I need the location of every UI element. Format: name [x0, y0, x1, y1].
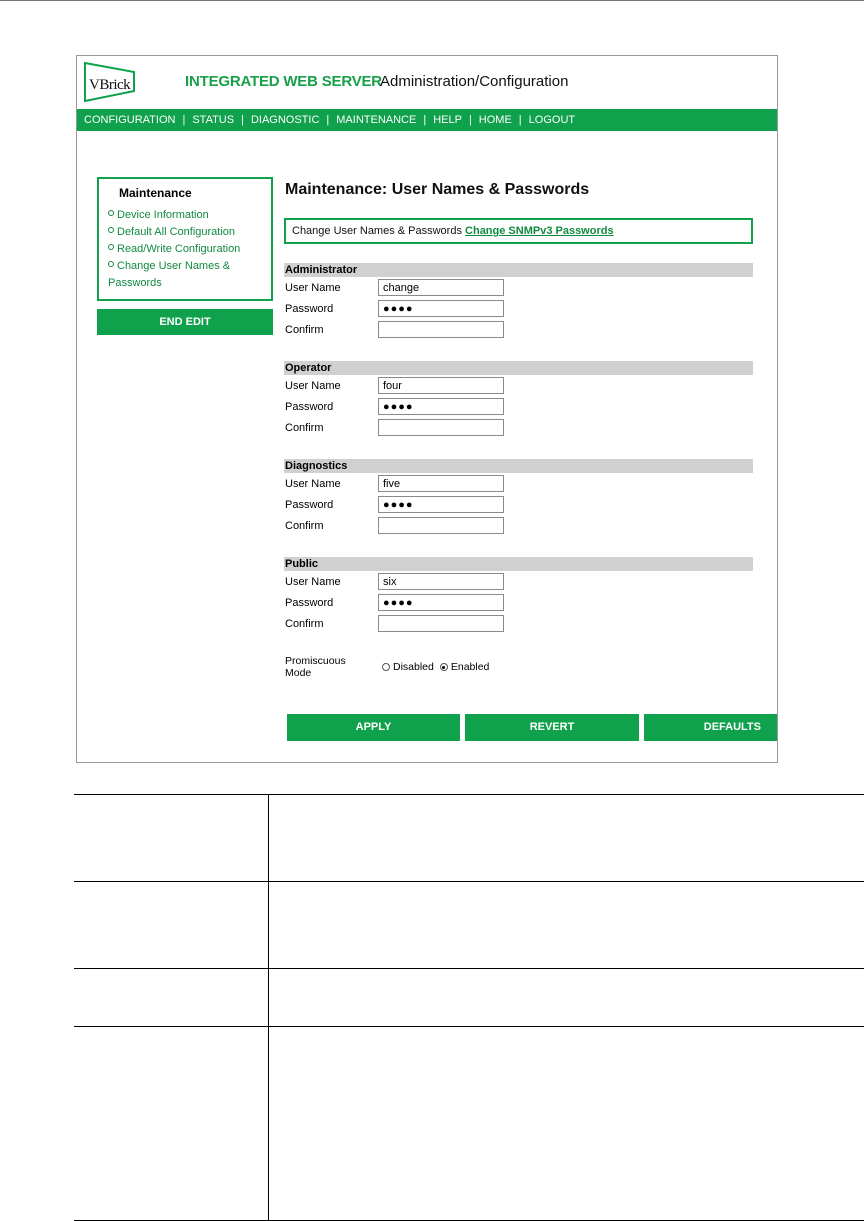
promiscuous-mode-label: Promiscuous Mode	[285, 655, 346, 679]
table-rule	[74, 881, 864, 882]
nav-logout[interactable]: LOGOUT	[528, 114, 576, 126]
administrator-confirm-input[interactable]	[378, 321, 504, 338]
administrator-password-input[interactable]: ●●●●	[378, 300, 504, 317]
apply-button[interactable]: APPLY	[287, 714, 460, 741]
password-label: Password	[285, 303, 334, 315]
nav-separator: |	[326, 114, 330, 126]
administrator-user-name-input[interactable]: change	[378, 279, 504, 296]
diagnostics-user-name-input[interactable]: five	[378, 475, 504, 492]
page-title: Maintenance: User Names & Passwords	[285, 181, 590, 198]
section-operator	[284, 361, 753, 439]
screenshot-frame	[76, 55, 778, 763]
password-label: Password	[285, 499, 334, 511]
bullet-icon	[108, 210, 114, 216]
password-label: Password	[285, 597, 334, 609]
tab-current: Change User Names & Passwords	[292, 225, 462, 237]
public-password-input[interactable]: ●●●●	[378, 594, 504, 611]
section-public	[284, 557, 753, 635]
logo-text: VBrick	[89, 77, 131, 93]
operator-confirm-input[interactable]	[378, 419, 504, 436]
radio-enabled-label: Enabled	[450, 661, 490, 673]
section-title: Public	[284, 557, 753, 571]
diagnostics-password-input[interactable]: ●●●●	[378, 496, 504, 513]
confirm-label: Confirm	[285, 324, 324, 336]
public-user-name-input[interactable]: six	[378, 573, 504, 590]
sidebar-item-change-user-names[interactable]: Change User Names & Passwords	[108, 260, 231, 289]
table-column-divider	[268, 794, 269, 1221]
section-diagnostics	[284, 459, 753, 537]
bullet-icon	[108, 244, 114, 250]
nav-separator: |	[518, 114, 522, 126]
nav-separator: |	[468, 114, 472, 126]
nav-home[interactable]: HOME	[478, 114, 512, 126]
bullet-icon	[108, 261, 114, 267]
sidebar-title: Maintenance	[119, 186, 192, 200]
sidebar-item-device-information[interactable]: Device Information	[108, 207, 268, 224]
section-title: Administrator	[284, 263, 753, 277]
brand-subtitle: Administration/Configuration	[380, 73, 569, 90]
sidebar-item-read-write-configuration[interactable]: Read/Write Configuration	[108, 241, 268, 258]
page-top-rule	[0, 0, 864, 1]
radio-enabled[interactable]	[440, 663, 448, 671]
radio-disabled-label: Disabled	[393, 661, 434, 673]
confirm-label: Confirm	[285, 520, 324, 532]
nav-maintenance[interactable]: MAINTENANCE	[336, 114, 417, 126]
nav-separator: |	[182, 114, 186, 126]
tab-snmpv3-passwords[interactable]: Change SNMPv3 Passwords	[465, 225, 614, 237]
radio-disabled[interactable]	[382, 663, 390, 671]
nav-separator: |	[241, 114, 244, 126]
confirm-label: Confirm	[285, 618, 324, 630]
brand-title: INTEGRATED WEB SERVER	[185, 73, 382, 90]
revert-button[interactable]: REVERT	[465, 714, 639, 741]
confirm-label: Confirm	[285, 422, 324, 434]
sidebar-menu	[97, 177, 273, 301]
operator-user-name-input[interactable]: four	[378, 377, 504, 394]
section-administrator	[284, 263, 753, 341]
table-rule	[74, 794, 864, 795]
sidebar-item-default-all-configuration[interactable]: Default All Configuration	[108, 224, 268, 241]
nav-configuration[interactable]: CONFIGURATION	[84, 114, 176, 126]
table-rule	[74, 1026, 864, 1027]
operator-password-input[interactable]: ●●●●	[378, 398, 504, 415]
bullet-icon	[108, 227, 114, 233]
user-name-label: User Name	[285, 282, 341, 294]
diagnostics-confirm-input[interactable]	[378, 517, 504, 534]
table-rule	[74, 968, 864, 969]
section-title: Operator	[284, 361, 753, 375]
nav-help[interactable]: HELP	[433, 114, 462, 126]
user-name-label: User Name	[285, 576, 341, 588]
nav-diagnostic[interactable]: DIAGNOSTIC	[250, 114, 320, 126]
end-edit-button[interactable]: END EDIT	[97, 309, 273, 335]
user-name-label: User Name	[285, 478, 341, 490]
vbrick-logo	[84, 61, 139, 103]
password-label: Password	[285, 401, 334, 413]
nav-separator: |	[423, 114, 427, 126]
promiscuous-mode-radio-group	[382, 661, 495, 673]
nav-status[interactable]: STATUS	[192, 114, 235, 126]
top-nav	[77, 109, 777, 131]
defaults-button[interactable]: DEFAULTS	[644, 714, 777, 741]
user-name-label: User Name	[285, 380, 341, 392]
section-title: Diagnostics	[284, 459, 753, 473]
subpage-tabs	[284, 218, 753, 244]
public-confirm-input[interactable]	[378, 615, 504, 632]
